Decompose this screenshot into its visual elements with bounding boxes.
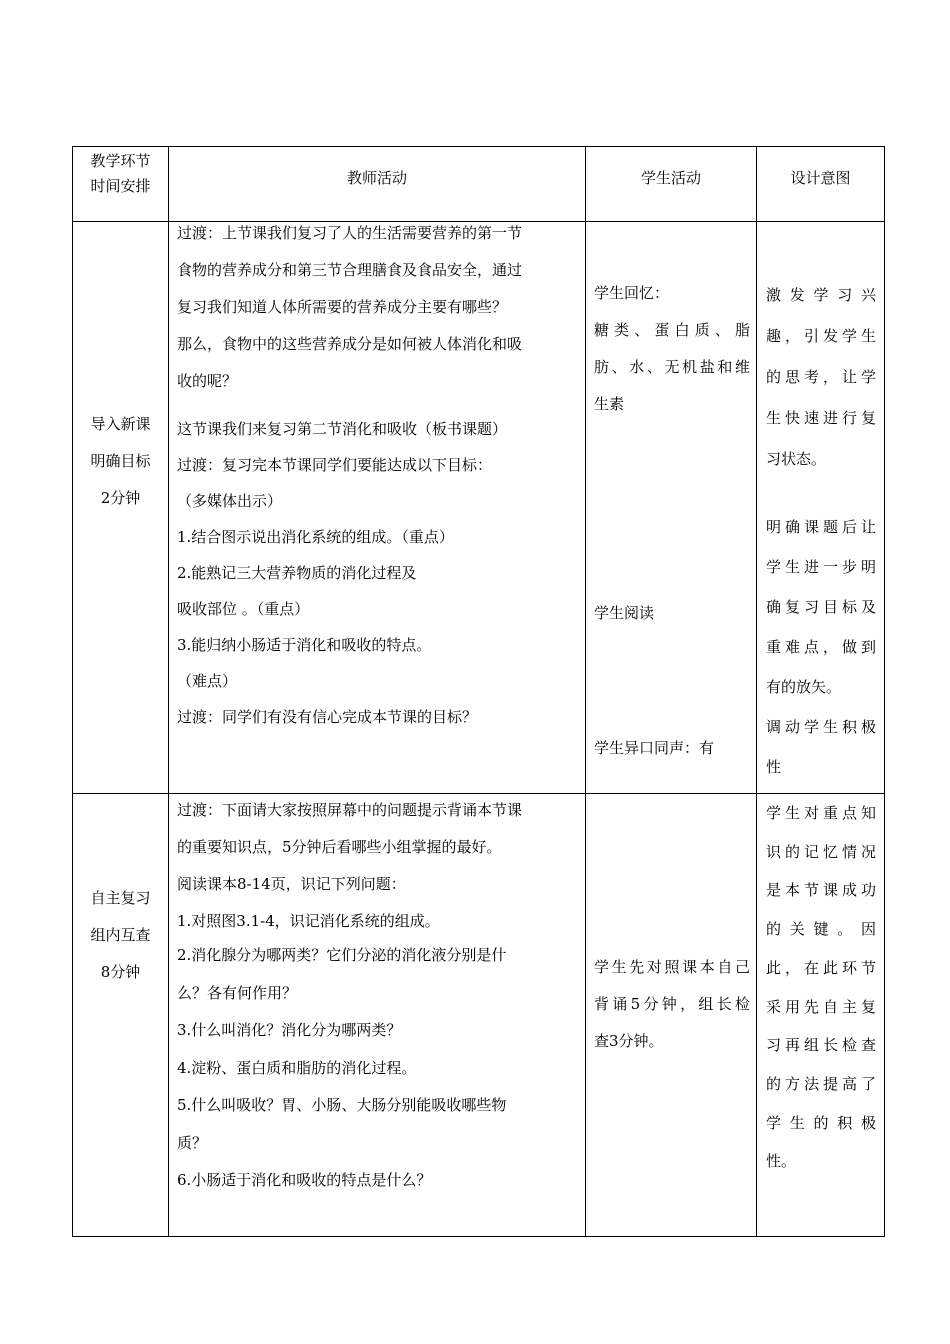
teacher-line: 2.消化腺分为哪两类？它们分泌的消化液分别是什 (177, 946, 507, 964)
teacher-line: 6.小肠适于消化和吸收的特点是什么？ (177, 1171, 432, 1189)
design-line: 的思考，让学 (766, 368, 876, 386)
design-line: 习再组长检查 (766, 1036, 876, 1055)
design-line: 学生对重点知 (766, 804, 876, 822)
table-border-left (72, 146, 73, 1237)
table-border-right (884, 146, 885, 1237)
row2-stage-line: 8分钟 (100, 963, 141, 981)
row2-stage (73, 880, 168, 991)
teacher-line: （难点） (177, 672, 238, 690)
design-line: 明确课题后让 (766, 518, 876, 536)
table-border-bottom (72, 1236, 885, 1237)
design-line: 学生的积极 (766, 1113, 876, 1132)
teacher-line: 过渡：复习完本节课同学们要能达成以下目标： (177, 456, 493, 474)
teacher-line: 3.能归纳小肠适于消化和吸收的特点。 (177, 636, 432, 654)
header-teacher: 教师活动 (346, 169, 407, 187)
teacher-line: 那么，食物中的这些营养成分是如何被人体消化和吸 (177, 335, 523, 353)
table-col-divider-2 (585, 146, 586, 1237)
design-line: 的方法提高了 (766, 1074, 876, 1093)
design-line: 学生进一步明 (766, 558, 876, 576)
design-line: 性。 (766, 1152, 797, 1171)
row1-teacher-activity-cont (177, 411, 582, 735)
design-line: 调动学生积极 (766, 718, 876, 736)
teacher-line: 收的呢？ (177, 372, 238, 390)
teacher-line: 的重要知识点，5分钟后看哪些小组掌握的最好。 (177, 838, 502, 856)
row2-teacher-activity-cont (177, 937, 582, 1200)
teacher-line: 过渡：下面请大家按照屏幕中的问题提示背诵本节课 (177, 801, 523, 819)
design-line: 是本节课成功 (766, 881, 876, 900)
student-line: 学生回忆： (594, 284, 670, 302)
row1-stage-line: 2分钟 (100, 489, 141, 507)
design-line: 此，在此环节 (766, 958, 876, 977)
row2-student-activity (594, 949, 750, 1060)
row1-stage (73, 406, 168, 517)
header-stage-cell (73, 149, 168, 199)
design-line: 采用先自主复 (766, 997, 876, 1016)
header-stage-line1: 教学环节 (90, 152, 151, 170)
row1-teacher-activity (177, 215, 582, 400)
teacher-line: 过渡：同学们有没有信心完成本节课的目标？ (177, 708, 478, 726)
design-line: 生快速进行复 (766, 409, 876, 427)
design-line: 重难点，做到 (766, 638, 876, 656)
design-line: 识的记忆情况 (766, 842, 876, 861)
table-col-divider-1 (168, 146, 169, 1237)
design-line: 有的放矢。 (766, 678, 842, 696)
design-line: 确复习目标及 (766, 598, 876, 616)
student-line: 生素 (594, 395, 625, 413)
design-line: 习状态。 (766, 450, 827, 468)
student-line: 查3分钟。 (594, 1032, 664, 1050)
teacher-line: 4.淀粉、蛋白质和脂肪的消化过程。 (177, 1058, 417, 1077)
header-stage-line2: 时间安排 (90, 177, 151, 195)
row1-design-intent-b (766, 507, 876, 787)
table-border-top (72, 146, 885, 147)
teacher-line: 吸收部位 。（重点） (177, 600, 310, 618)
teacher-line: 么？各有何作用？ (177, 983, 298, 1002)
row2-stage-line: 自主复习 (90, 889, 151, 907)
student-line: 肪、水、无机盐和维 (594, 358, 750, 376)
header-student: 学生活动 (640, 169, 701, 187)
header-design: 设计意图 (790, 169, 851, 187)
teacher-line: 过渡：上节课我们复习了人的生活需要营养的第一节 (177, 224, 523, 242)
design-line: 的关键。因 (766, 920, 876, 939)
table-col-divider-3 (756, 146, 757, 1237)
row1-design-intent-a (766, 275, 876, 480)
row1-stage-line: 导入新课 (90, 415, 151, 433)
design-line: 趣，引发学生 (766, 327, 876, 345)
teacher-line: 这节课我们来复习第二节消化和吸收（板书课题） (177, 420, 508, 438)
teacher-line: 1.结合图示说出消化系统的组成。（重点） (177, 528, 454, 546)
teacher-line: 阅读课本8-14页，识记下列问题： (177, 875, 406, 893)
row1-student-read: 学生阅读 (594, 604, 655, 622)
teacher-line: 复习我们知道人体所需要的营养成分主要有哪些？ (177, 298, 508, 316)
row2-design-intent (766, 794, 876, 1181)
teacher-line: （多媒体出示） (177, 492, 283, 510)
design-line: 激发学习兴 (766, 286, 876, 304)
row2-teacher-activity (177, 792, 582, 940)
row1-student-answer: 学生异口同声：有 (594, 739, 715, 757)
student-line: 糖类、蛋白质、脂 (594, 321, 750, 339)
design-line: 性 (766, 758, 782, 776)
row1-stage-line: 明确目标 (90, 452, 151, 470)
row1-student-recall (594, 275, 750, 423)
student-line: 背诵5分钟，组长检 (594, 995, 750, 1013)
teacher-line: 1.对照图3.1-4，识记消化系统的组成。 (177, 912, 440, 930)
row2-stage-line: 组内互查 (90, 926, 151, 944)
teacher-line: 2.能熟记三大营养物质的消化过程及 (177, 564, 417, 582)
student-line: 学生先对照课本自己 (594, 958, 750, 976)
teacher-line: 质？ (177, 1133, 208, 1152)
teacher-line: 3.什么叫消化？消化分为哪两类？ (177, 1021, 402, 1039)
teacher-line: 5.什么叫吸收？胃、小肠、大肠分别能吸收哪些物 (177, 1096, 507, 1114)
teacher-line: 食物的营养成分和第三节合理膳食及食品安全，通过 (177, 261, 523, 279)
